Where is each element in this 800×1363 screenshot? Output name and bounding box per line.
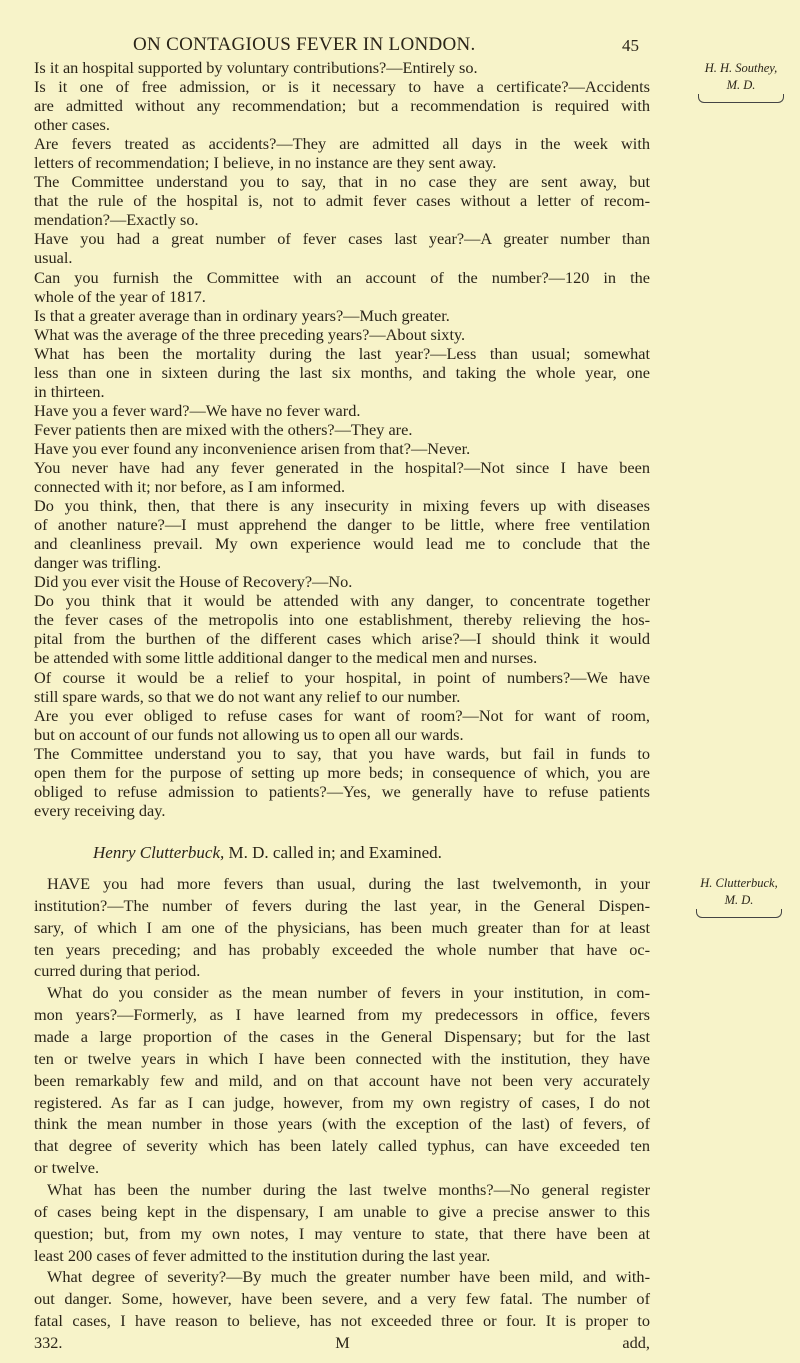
text-line: out danger. Some, however, have been severe, and a very few fatal. The number of — [34, 1289, 650, 1309]
text-line: What degree of severity?—By much the greater number have been mild, and with- — [47, 1267, 650, 1287]
text-line: open them for the purpose of setting up more beds; in consequence of which, you are — [34, 762, 650, 782]
text-line: made a large proportion of the cases in the General Dispensary; but for the last — [34, 1027, 650, 1047]
text-line: Have you had a great number of fever cases last year?—A greater number than — [34, 229, 650, 249]
text-line: Have you a fever ward?—We have no fever ward. — [34, 400, 361, 420]
text-line: are admitted without any recommendation; but a recommendation is required with — [34, 96, 650, 116]
text-line: curred during that period. — [34, 961, 201, 981]
text-line: other cases. — [34, 115, 110, 135]
margin-note-name: H. Clutterbuck, — [700, 876, 778, 890]
text-line: that degree of severity which has been lately called typhus, can have exceeded ten — [34, 1136, 650, 1156]
text-line: of another nature?—I must apprehend the danger to be little, where free ventilation — [34, 515, 650, 535]
margin-note-clutterbuck — [684, 875, 794, 918]
text-line: connected with it; nor before, as I am informed. — [34, 477, 346, 497]
text-line: least 200 cases of fever admitted to the institution during the last year. — [34, 1245, 491, 1265]
margin-note-degree: M. D. — [726, 78, 756, 92]
text-line: Can you furnish the Committee with an account of the number?—120 in the — [34, 267, 650, 287]
witness-heading — [93, 843, 442, 863]
text-line: sary, of which I am one of the physicians, has been much greater than for at least — [34, 917, 650, 937]
text-line: but on account of our funds not allowing us to open all our wards. — [34, 724, 464, 744]
text-line: been remarkably few and mild, and on that account have not been very accurately — [34, 1070, 650, 1090]
text-line: Have you ever found any inconvenience arisen from that?—Never. — [34, 438, 471, 458]
text-line: ten years preceding; and has probably exceeded the whole number that have oc- — [34, 939, 650, 959]
text-line: ten or twelve years in which I have been connected with the institution, they have — [34, 1048, 650, 1068]
text-line: institution?—The number of fevers during the last year, in the General Dispen- — [34, 895, 650, 915]
brace-mark — [698, 94, 784, 103]
text-line: What was the average of the three preceding years?—About sixty. — [34, 324, 466, 344]
text-line: mon years?—Formerly, as I have learned from my predecessors in office, fevers — [34, 1005, 650, 1025]
text-line: obliged to refuse admission to patients?—Yes, we generally have to refuse patients — [34, 781, 650, 801]
text-line: What has been the mortality during the last year?—Less than usual; somewhat — [34, 343, 650, 363]
text-line: Is that a greater average than in ordinary years?—Much greater. — [34, 305, 450, 325]
text-line: question; but, from my own notes, I may venture to state, that there have been at — [34, 1223, 650, 1243]
text-line: whole of the year of 1817. — [34, 286, 206, 306]
text-line: less than one in sixteen during the last six months, and taking the whole year, one — [34, 362, 650, 382]
text-line: and cleanliness prevail. My own experience would lead me to conclude that the — [34, 534, 650, 554]
text-line: be attended with some little additional danger to the medical men and nurses. — [34, 648, 538, 668]
text-line: fatal cases, I have reason to believe, has not exceeded three or four. It is proper to — [34, 1311, 650, 1331]
text-line: Are you ever obliged to refuse cases for want of room?—Not for want of room, — [34, 705, 650, 725]
witness-heading-rest: M. D. called in; and Examined. — [224, 843, 442, 862]
text-line: Did you ever visit the House of Recovery?—No. — [34, 572, 353, 592]
text-line: The Committee understand you to say, that you have wards, but fail in funds to — [34, 743, 650, 763]
text-line: letters of recommendation; I believe, in no instance are they sent away. — [34, 153, 497, 173]
brace-mark — [696, 909, 782, 918]
text-line: pital from the burthen of the different cases which arise?—I should think it would — [34, 629, 650, 649]
text-line: Of course it would be a relief to your hospital, in point of numbers?—We have — [34, 667, 650, 687]
text-line: Is it an hospital supported by voluntary contributions?—Entirely so. — [34, 58, 478, 77]
text-line: usual. — [34, 248, 73, 268]
text-line: What has been the number during the last twelve months?—No general register — [47, 1180, 650, 1200]
testimony-southey — [34, 58, 650, 820]
text-line: HAVE you had more fevers than usual, during the last twelvemonth, in your — [47, 874, 650, 893]
text-line: Is it one of free admission, or is it necessary to have a certificate?—Accidents — [34, 77, 650, 97]
text-line: every receiving day. — [34, 800, 166, 820]
text-line: registered. As far as I can judge, however, from my own registry of cases, I do not — [34, 1092, 650, 1112]
text-line: You never have had any fever generated in the hospital?—Not since I have been — [34, 457, 650, 477]
text-line: Fever patients then are mixed with the others?—They are. — [34, 419, 413, 439]
text-line: think the mean number in those years (with the exception of the last) of fevers, of — [34, 1114, 650, 1134]
text-line: mendation?—Exactly so. — [34, 210, 199, 230]
running-title: ON CONTAGIOUS FEVER IN LONDON. — [133, 34, 476, 55]
page-footer-line: 332. M add, — [34, 1333, 650, 1353]
margin-note-degree: M. D. — [724, 893, 754, 907]
testimony-clutterbuck — [34, 873, 650, 1354]
margin-note-name: H. H. Southey, — [704, 61, 778, 75]
text-line: of cases being kept in the dispensary, I am unable to give a precise answer to this — [34, 1201, 650, 1221]
text-line: Do you think that it would be attended with any danger, to concentrate together — [34, 591, 650, 611]
text-line: Are fevers treated as accidents?—They are admitted all days in the week with — [34, 134, 650, 154]
page-number: 45 — [622, 36, 639, 55]
text-line: in thirteen. — [34, 381, 105, 401]
text-line: What do you consider as the mean number of fevers in your institution, in com- — [47, 983, 650, 1003]
text-line: The Committee understand you to say, that in no case they are sent away, but — [34, 172, 650, 192]
text-line: or twelve. — [34, 1158, 100, 1178]
text-line: still spare wards, so that we do not want any relief to our number. — [34, 686, 461, 706]
text-line: that the rule of the hospital is, not to admit fever cases without a letter of recom- — [34, 191, 650, 211]
running-header — [0, 34, 800, 58]
witness-name: Henry Clutterbuck, — [93, 843, 225, 862]
text-line: danger was trifling. — [34, 553, 162, 573]
text-line: Do you think, then, that there is any insecurity in mixing fevers up with diseases — [34, 496, 650, 516]
text-line: the fever cases of the metropolis into one establishment, thereby relieving the hos- — [34, 610, 650, 630]
margin-note-southey — [686, 60, 796, 103]
